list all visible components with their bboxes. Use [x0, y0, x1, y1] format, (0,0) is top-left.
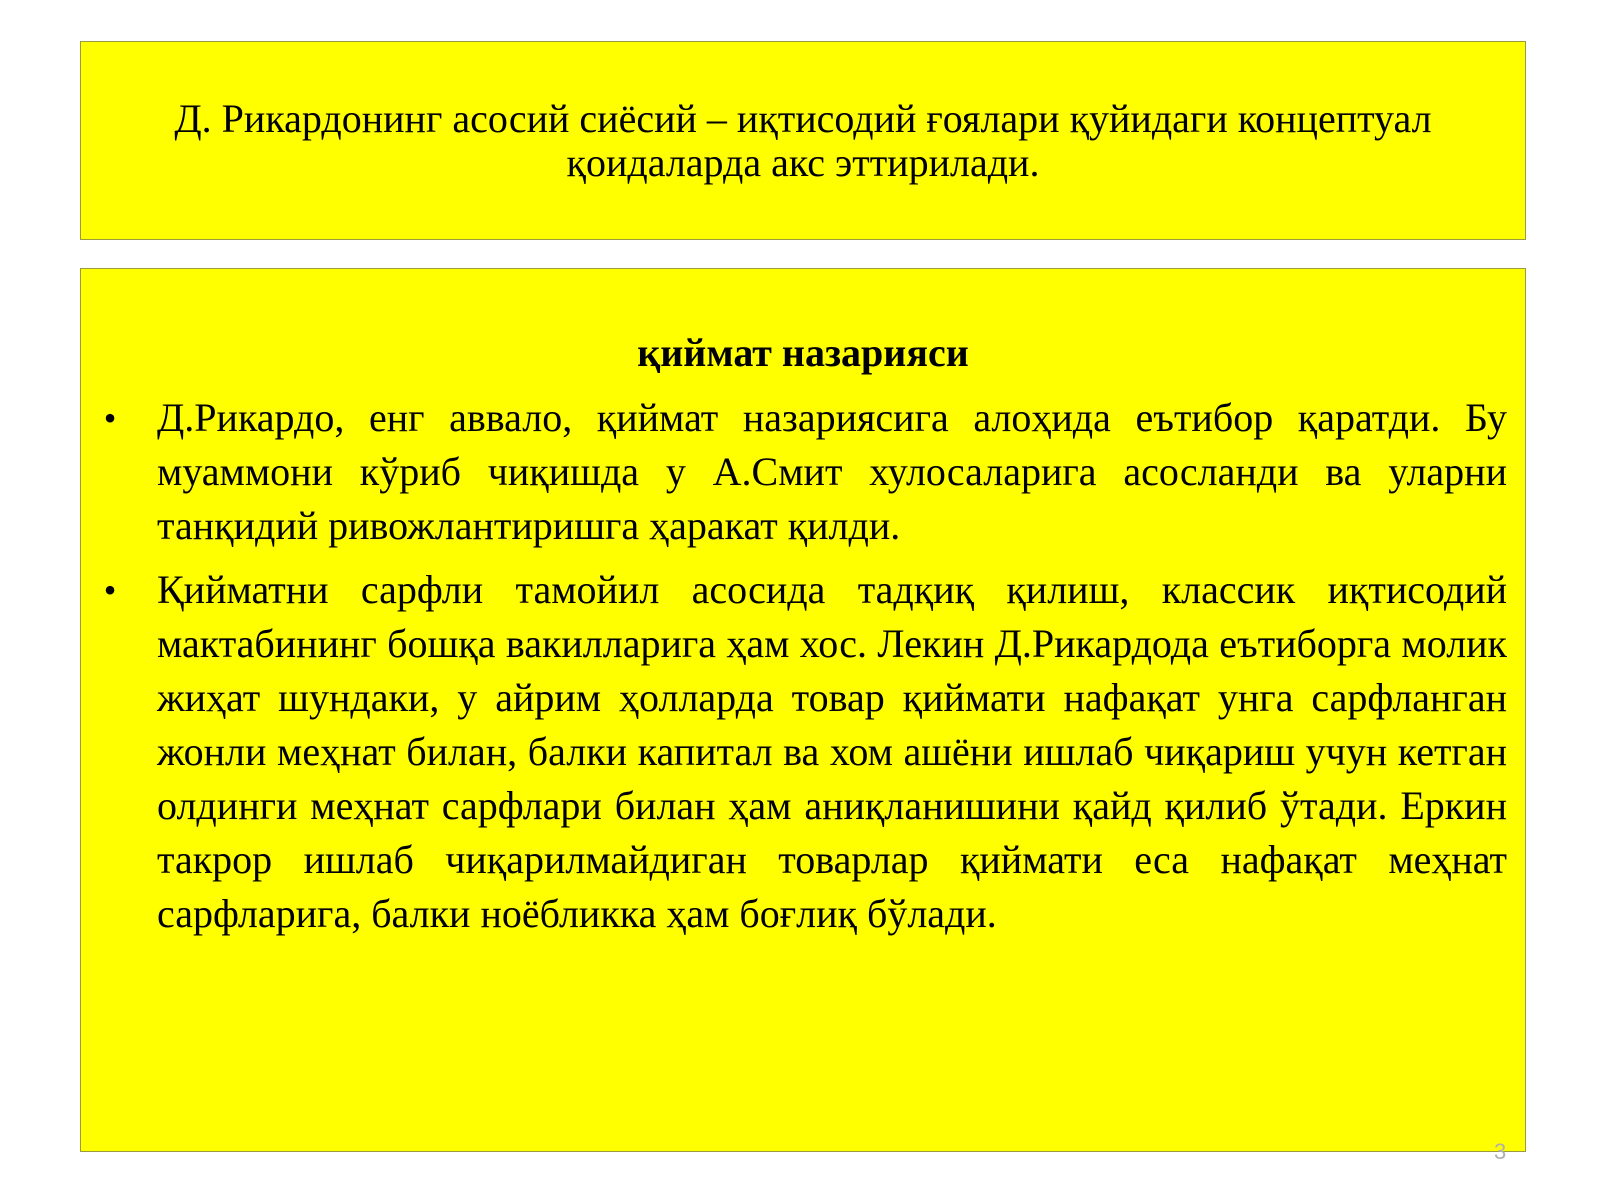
slide-title: Д. Рикардонинг асосий сиёсий – иқтисодий ғоялари қуйидаги концептуал қоидаларда акс эттирилади. [174, 95, 1432, 185]
bullet-dot-icon: • [103, 570, 117, 610]
bullet-text: Қийматни сарфли тамойил асосида тадқиқ қилиш, классик иқтисодий мактабининг бошқа вакилларига ҳам хос. Лекин Д.Рикардода еътиборга молик жиҳат шундаки, у айрим ҳолларда товар қиймати нафақат унга сарфланган жонли меҳнат билан, балки капитал ва хом ашёни ишлаб чиқариш учун кетган олдинги меҳнат сарфлари билан ҳам аниқланишини қайд қилиб ўтади. Еркин такрор ишлаб чиқарилмайдиган товарлар қиймати еса нафақат меҳнат сарфларига, балки ноёбликка ҳам боғлиқ бўлади. [157, 567, 1507, 936]
title-box [80, 41, 1526, 240]
bullet-item [81, 391, 1525, 553]
content-box [80, 268, 1526, 1152]
bullet-text: Д.Рикардо, енг аввало, қиймат назариясига алоҳида еътибор қаратди. Бу муаммони кўриб чиқишда у А.Смит хулосаларига асосланди ва уларни танқидий ривожлантиришга ҳаракат қилди. [157, 395, 1507, 548]
section-heading: қиймат назарияси [637, 330, 969, 375]
bullet-dot-icon: • [103, 398, 117, 438]
bullet-item [81, 563, 1525, 941]
page-number: 3 [1494, 1139, 1507, 1164]
bullet-list [81, 391, 1525, 951]
